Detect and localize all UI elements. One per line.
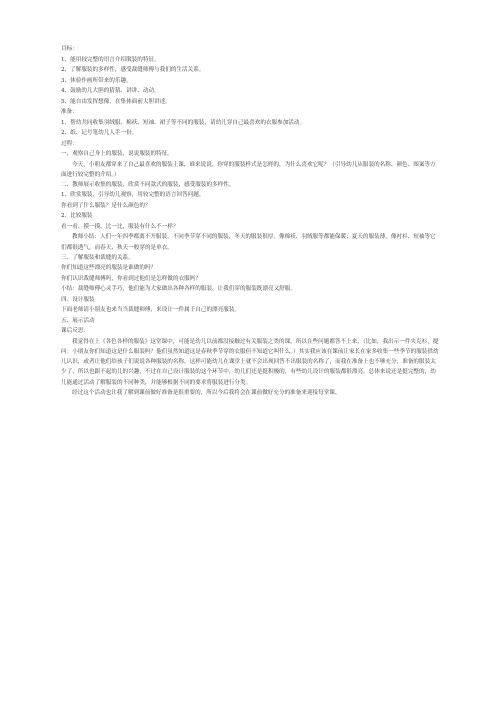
reflection-paragraph: 我觉得在上《各色各样的服装》这堂课中，可能是幼儿以前都没接触过有关服装之类的课，所以在些问题都答不上来，（比如，我出示一件夹克衫，提问：小朋友你们知道这是什么服装吗？他们虽然知道这是春秋季节穿的衣服但不知道它叫什么。）其实我应该在课前让家长在家多收集一些季节的服装供幼儿认识，或者让他们给孩子们说说各种服装的名称，这样可能幼儿在课堂上就不会出现回答不出服装的名称了，而我在准备上也不够充分，准备的服装太少了，所以也跟不起幼儿的兴趣，不过在自己设计服装的这个环节中，幼儿们还是挺积极的，有些幼儿设计的服装都很漂亮。总体来说还是挺完整的，幼儿能通过活动了解服装的不同种类，并能够根据不同的要求将服装进行分类。 <box>61 338 439 386</box>
goal-item: 3、体验作画所带来的乐趣。 <box>61 77 132 84</box>
prep-item: 2、纸、记号笔幼儿人手一份。 <box>61 130 138 136</box>
process-heading: 过程： <box>61 140 78 147</box>
step-2-line: 1、欣赏服装，引导幼儿观察，用较完整的语言回答问题。 <box>61 192 205 199</box>
goal-item: 5、能自由发挥想像，在集体面前大胆讲述。 <box>61 98 171 105</box>
step-1-title: 一、观察自己身上的服装，说说服装的特征。 <box>61 151 173 157</box>
step-3-line: 你们知道这些漂亮的服装是谁做的吗？ <box>61 265 157 272</box>
step-2-title: 二、教师展示收集的服装，欣赏不同款式的服装，感受服装的多样性。 <box>61 181 235 188</box>
reflection-paragraph: 经过这个活动也让我了解到课前做好准备是很重要的，所以今后我将会在课前做好充分的准备来迎接每堂课。 <box>72 389 341 396</box>
step-2-line: 2、比较服装 <box>61 213 93 220</box>
goal-item: 1、能用较完整的语言介绍服装的特征。 <box>61 56 160 63</box>
step-4-line: 下面老师请小朋友也来当当裁缝师傅，来设计一件属于自己的漂亮服装。 <box>61 307 241 314</box>
step-4-title: 四、设计服装 <box>61 296 95 303</box>
step-2-line: 你看到了什么服装？是什么颜色的？ <box>61 202 151 209</box>
goal-item: 4、鼓励幼儿大胆的猜猜、讲讲、动动。 <box>61 88 160 94</box>
reflection-heading: 课后反思： <box>61 328 89 335</box>
step-2-summary: 教师小结：人们一年四季都离不开服装，不同季节穿不同的服装，冬天的服装很厚，像棉袄、羽绒服等都能保暖；夏天的服装薄，像衬衫、短袖等它们都很透气，而春天、秋天一般穿的是单衣。 <box>61 234 436 251</box>
step-3-line: 你们认识裁缝师傅吗，你看到过他们是怎样做的衣服吗？ <box>61 275 201 282</box>
step-1-paragraph: 今天，小朋友都穿来了自己最喜欢的服装上课，谁来说说，你穿的服装样式是怎样的，为什么喜欢它呢？（引导幼儿从服装的名称、颜色、图案等方面进行较完整的介绍。） <box>61 161 436 178</box>
step-5-title: 五、展示活动 <box>61 317 95 324</box>
step-3-summary: 小结：裁缝师傅心灵手巧，他们能为大家做出各种各样的服装，让我们穿的服装既漂亮又舒服。 <box>61 286 296 293</box>
goal-item: 2、了解服装的多样性，感受裁缝师傅与我们的生活关系。 <box>61 67 205 73</box>
step-2-line: 看一看、摸一摸、比一比，服装有什么不一样？ <box>61 223 179 230</box>
step-3-title: 三、了解服装和裁缝的关系。 <box>61 254 134 261</box>
goals-heading: 目标： <box>61 46 78 52</box>
prep-item: 1、帮幼共同收集羽绒服、棉袄、短袖、裙子等不同的服装，请幼儿穿自己最喜欢的衣服参加活动。 <box>61 119 306 126</box>
document-page <box>61 44 439 398</box>
prep-heading: 准备： <box>61 109 78 115</box>
